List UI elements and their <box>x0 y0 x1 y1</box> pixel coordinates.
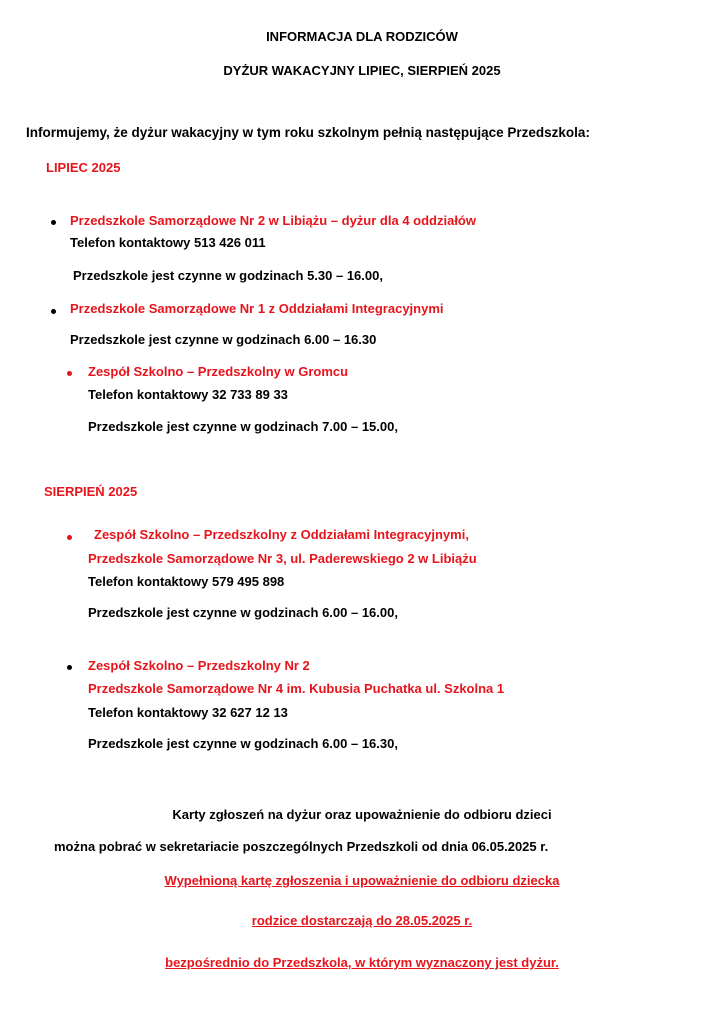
july-item-3-phone: Telefon kontaktowy 32 733 89 33 <box>88 387 288 402</box>
august-item-2-name-line1: Zespół Szkolno – Przedszkolny Nr 2 <box>88 658 310 673</box>
section-heading-august: SIERPIEŃ 2025 <box>44 484 138 499</box>
august-item-2-phone: Telefon kontaktowy 32 627 12 13 <box>88 705 288 720</box>
bullet-icon <box>67 665 72 670</box>
july-item-3-name: Zespół Szkolno – Przedszkolny w Gromcu <box>88 364 349 379</box>
july-item-2-hours: Przedszkole jest czynne w godzinach 6.00 – 16.30 <box>70 332 377 347</box>
august-item-2-hours: Przedszkole jest czynne w godzinach 6.00 – 16.30, <box>88 736 398 751</box>
august-item-1-name-line2: Przedszkole Samorządowe Nr 3, ul. Paderewskiego 2 w Libiążu <box>88 551 477 566</box>
page-title: INFORMACJA DLA RODZICÓW <box>266 29 458 44</box>
july-item-1-name: Przedszkole Samorządowe Nr 2 w Libiążu – dyżur dla 4 oddziałów <box>70 213 476 228</box>
footer-red-line-2: rodzice dostarczają do 28.05.2025 r. <box>251 913 473 928</box>
bullet-icon <box>51 220 56 225</box>
july-item-1-hours: Przedszkole jest czynne w godzinach 5.30 – 16.00, <box>73 268 383 283</box>
august-item-1-hours: Przedszkole jest czynne w godzinach 6.00 – 16.00, <box>88 605 398 620</box>
footer-line-1: Karty zgłoszeń na dyżur oraz upoważnienie do odbioru dzieci <box>172 807 552 822</box>
july-item-1-phone: Telefon kontaktowy 513 426 011 <box>70 235 266 250</box>
august-item-1-name-line1: Zespół Szkolno – Przedszkolny z Oddziałami Integracyjnymi, <box>94 527 469 542</box>
july-item-3-hours: Przedszkole jest czynne w godzinach 7.00 – 15.00, <box>88 419 398 434</box>
page-subtitle: DYŻUR WAKACYJNY LIPIEC, SIERPIEŃ 2025 <box>223 63 501 78</box>
bullet-icon <box>67 535 72 540</box>
bullet-icon <box>67 371 72 376</box>
intro-text: Informujemy, że dyżur wakacyjny w tym roku szkolnym pełnią następujące Przedszkola: <box>26 125 590 140</box>
footer-red-line-3: bezpośrednio do Przedszkola, w którym wyznaczony jest dyżur. <box>165 955 559 970</box>
footer-line-2: można pobrać w sekretariacie poszczególnych Przedszkoli od dnia 06.05.2025 r. <box>54 839 549 854</box>
july-item-2-name: Przedszkole Samorządowe Nr 1 z Oddziałami Integracyjnymi <box>70 301 444 316</box>
august-item-1-phone: Telefon kontaktowy 579 495 898 <box>88 574 285 589</box>
bullet-icon <box>51 309 56 314</box>
august-item-2-name-line2: Przedszkole Samorządowe Nr 4 im. Kubusia Puchatka ul. Szkolna 1 <box>88 681 505 696</box>
section-heading-july: LIPIEC 2025 <box>46 160 121 175</box>
footer-red-line-1: Wypełnioną kartę zgłoszenia i upoważnienie do odbioru dziecka <box>164 873 560 888</box>
